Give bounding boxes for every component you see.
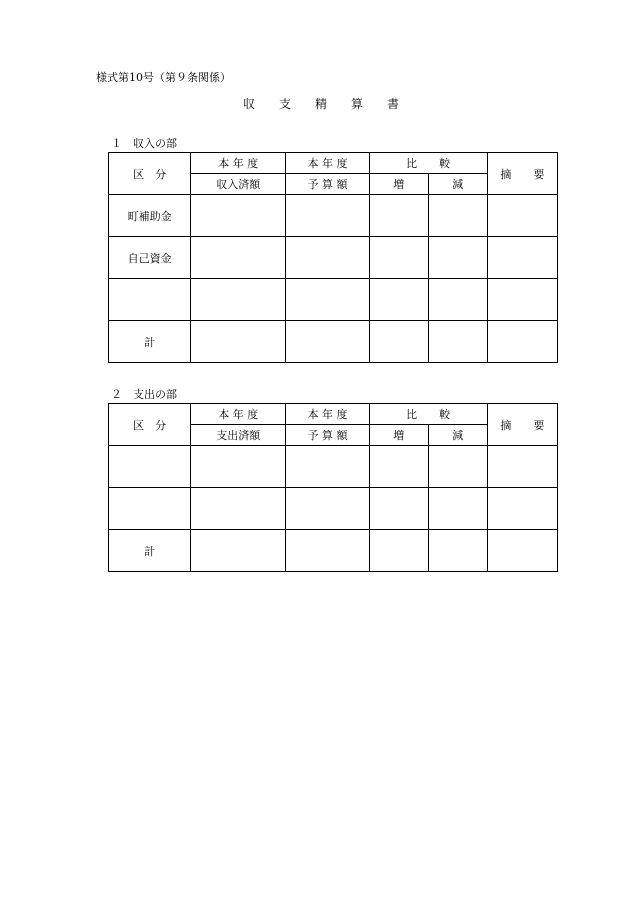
actual-cell[interactable] <box>191 321 286 363</box>
budget-cell[interactable] <box>286 237 369 279</box>
title-char: 書 <box>387 97 400 111</box>
expense-header-row-1 <box>109 404 558 425</box>
decrease-cell[interactable] <box>428 530 487 572</box>
remarks-header: 摘 要 <box>487 153 557 195</box>
actual-cell[interactable] <box>191 237 286 279</box>
remarks-cell[interactable] <box>487 488 557 530</box>
table-row <box>109 237 558 279</box>
remarks-cell[interactable] <box>487 279 557 321</box>
remarks-header: 摘 要 <box>487 404 557 446</box>
table-row-total <box>109 530 558 572</box>
increase-cell[interactable] <box>369 530 428 572</box>
actual-header-top: 本 年 度 <box>191 153 286 174</box>
budget-cell[interactable] <box>286 446 369 488</box>
budget-header-bottom: 予 算 額 <box>286 425 369 446</box>
table-row <box>109 446 558 488</box>
budget-cell[interactable] <box>286 195 369 237</box>
increase-cell[interactable] <box>369 237 428 279</box>
increase-cell[interactable] <box>369 279 428 321</box>
decrease-cell[interactable] <box>428 488 487 530</box>
remarks-cell[interactable] <box>487 530 557 572</box>
decrease-cell[interactable] <box>428 237 487 279</box>
row-category: 自己資金 <box>109 237 191 279</box>
actual-header-bottom: 収入済額 <box>191 174 286 195</box>
increase-cell[interactable] <box>369 321 428 363</box>
title-char: 精 <box>315 97 328 111</box>
decrease-cell[interactable] <box>428 279 487 321</box>
title-char: 支 <box>279 97 292 111</box>
expense-section-heading: ２ 支出の部 <box>111 388 177 401</box>
remarks-cell[interactable] <box>487 321 557 363</box>
category-header: 区 分 <box>109 153 191 195</box>
row-category: 町補助金 <box>109 195 191 237</box>
table-row <box>109 195 558 237</box>
document-title <box>243 95 423 112</box>
budget-header-bottom: 予 算 額 <box>286 174 369 195</box>
income-section-heading: １ 収入の部 <box>111 137 177 150</box>
actual-header-bottom: 支出済額 <box>191 425 286 446</box>
title-char: 収 <box>243 97 256 111</box>
decrease-header: 減 <box>428 425 487 446</box>
actual-cell[interactable] <box>191 530 286 572</box>
remarks-cell[interactable] <box>487 446 557 488</box>
decrease-header: 減 <box>428 174 487 195</box>
actual-cell[interactable] <box>191 279 286 321</box>
remarks-cell[interactable] <box>487 237 557 279</box>
budget-cell[interactable] <box>286 321 369 363</box>
row-category[interactable] <box>109 446 191 488</box>
comparison-header: 比 較 <box>369 153 487 174</box>
budget-cell[interactable] <box>286 279 369 321</box>
actual-cell[interactable] <box>191 488 286 530</box>
table-row <box>109 279 558 321</box>
title-char: 算 <box>351 97 364 111</box>
row-category[interactable] <box>109 488 191 530</box>
decrease-cell[interactable] <box>428 195 487 237</box>
budget-header-top: 本 年 度 <box>286 404 369 425</box>
expense-table <box>108 403 558 572</box>
comparison-header: 比 較 <box>369 404 487 425</box>
remarks-cell[interactable] <box>487 195 557 237</box>
category-header: 区 分 <box>109 404 191 446</box>
table-row-total <box>109 321 558 363</box>
actual-cell[interactable] <box>191 446 286 488</box>
actual-header-top: 本 年 度 <box>191 404 286 425</box>
budget-cell[interactable] <box>286 488 369 530</box>
form-number: 様式第10号（第９条関係） <box>96 71 231 84</box>
row-category: 計 <box>109 530 191 572</box>
increase-header: 増 <box>369 425 428 446</box>
row-category: 計 <box>109 321 191 363</box>
table-row <box>109 488 558 530</box>
budget-header-top: 本 年 度 <box>286 153 369 174</box>
increase-header: 増 <box>369 174 428 195</box>
income-header-row-1 <box>109 153 558 174</box>
increase-cell[interactable] <box>369 446 428 488</box>
decrease-cell[interactable] <box>428 321 487 363</box>
increase-cell[interactable] <box>369 195 428 237</box>
budget-cell[interactable] <box>286 530 369 572</box>
income-table <box>108 152 558 363</box>
actual-cell[interactable] <box>191 195 286 237</box>
increase-cell[interactable] <box>369 488 428 530</box>
row-category[interactable] <box>109 279 191 321</box>
decrease-cell[interactable] <box>428 446 487 488</box>
